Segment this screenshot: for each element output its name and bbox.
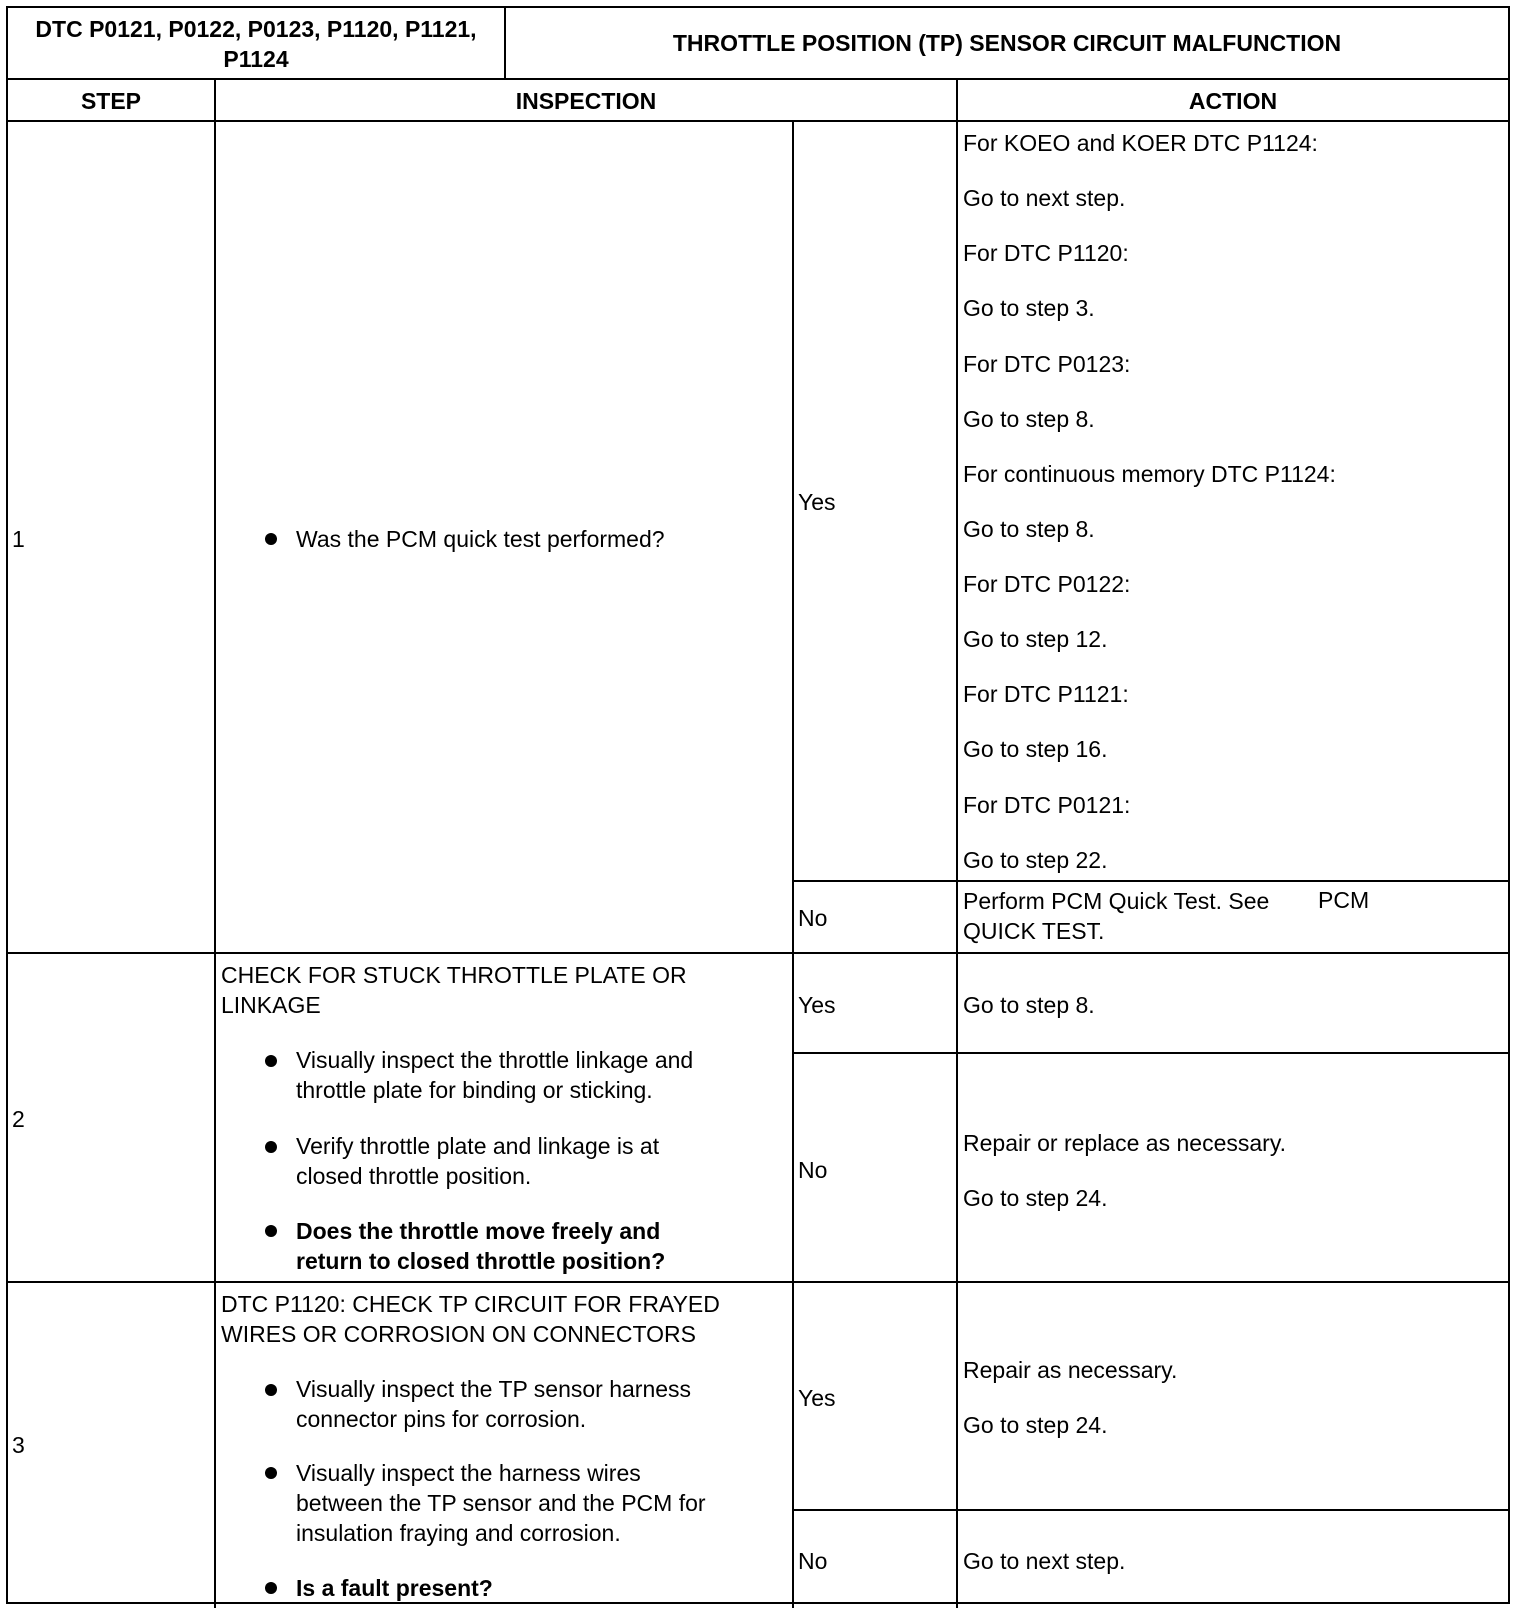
inspection-result-divider xyxy=(792,120,794,1608)
inspection-step: Visually inspect the harness wires xyxy=(296,1460,641,1486)
inspection-step: Visually inspect the throttle linkage and xyxy=(296,1047,694,1073)
inspection-step: closed throttle position. xyxy=(296,1163,532,1189)
action-text: For DTC P0123: xyxy=(963,351,1131,377)
row3-yes-no-divider xyxy=(792,1509,1510,1511)
column-header-step: STEP xyxy=(80,88,142,114)
action-text: Perform PCM Quick Test. See xyxy=(963,888,1270,914)
diagnostic-table xyxy=(6,6,1510,1604)
row2-divider xyxy=(6,1281,1510,1283)
inspection-heading: CHECK FOR STUCK THROTTLE PLATE OR xyxy=(221,962,687,988)
action-text: For DTC P0121: xyxy=(963,792,1131,818)
action-text: Go to step 8. xyxy=(963,992,1095,1018)
inspection-heading: DTC P1120: CHECK TP CIRCUIT FOR FRAYED xyxy=(221,1291,720,1317)
no-label: No xyxy=(798,1548,828,1574)
step-number: 3 xyxy=(12,1432,25,1458)
bullet-icon xyxy=(265,1384,277,1396)
action-text: Go to step 16. xyxy=(963,736,1108,762)
inspection-step: Verify throttle plate and linkage is at xyxy=(296,1133,660,1159)
dtc-codes-line1: DTC P0121, P0122, P0123, P1120, P1121, xyxy=(35,16,477,42)
column-header-inspection: INSPECTION xyxy=(515,88,657,114)
page-title: THROTTLE POSITION (TP) SENSOR CIRCUIT MALFUNCTION xyxy=(672,30,1342,56)
action-text: Go to step 24. xyxy=(963,1412,1108,1438)
inspection-question: return to closed throttle position? xyxy=(296,1248,666,1274)
yes-label: Yes xyxy=(798,992,836,1018)
action-text: For DTC P1120: xyxy=(963,240,1129,266)
bullet-icon xyxy=(265,1225,277,1237)
action-text: Go to step 24. xyxy=(963,1185,1108,1211)
step-number: 2 xyxy=(12,1106,25,1132)
action-text: For KOEO and KOER DTC P1124: xyxy=(963,130,1318,156)
action-column-divider xyxy=(956,78,958,1608)
action-text: Go to step 8. xyxy=(963,516,1095,542)
action-text: Go to step 3. xyxy=(963,295,1095,321)
action-text: Repair as necessary. xyxy=(963,1357,1178,1383)
action-text: For DTC P1121: xyxy=(963,681,1129,707)
inspection-step: Visually inspect the TP sensor harness xyxy=(296,1376,692,1402)
header-divider xyxy=(6,78,1510,80)
action-text: Repair or replace as necessary. xyxy=(963,1130,1286,1156)
step-column-divider xyxy=(214,78,216,1608)
inspection-question: Does the throttle move freely and xyxy=(296,1218,661,1244)
bullet-icon xyxy=(265,1141,277,1153)
action-text: Go to step 8. xyxy=(963,406,1095,432)
inspection-heading: WIRES OR CORROSION ON CONNECTORS xyxy=(221,1321,696,1347)
inspection-step: between the TP sensor and the PCM for xyxy=(296,1490,706,1516)
inspection-step: insulation fraying and corrosion. xyxy=(296,1520,621,1546)
row2-yes-no-divider xyxy=(792,1052,1510,1054)
yes-label: Yes xyxy=(798,489,836,515)
bullet-icon xyxy=(265,1582,277,1594)
action-text: For continuous memory DTC P1124: xyxy=(963,461,1336,487)
action-text: Go to step 12. xyxy=(963,626,1108,652)
column-header-divider xyxy=(6,120,1510,122)
inspection-question: Was the PCM quick test performed? xyxy=(296,526,665,552)
bullet-icon xyxy=(265,1055,277,1067)
dtc-codes-line2: P1124 xyxy=(223,46,289,72)
row1-yes-no-divider xyxy=(792,880,1510,882)
action-text: Go to step 22. xyxy=(963,847,1108,873)
pcm-quick-test-link[interactable]: QUICK TEST. xyxy=(963,918,1105,944)
inspection-step: throttle plate for binding or sticking. xyxy=(296,1077,653,1103)
action-text: For DTC P0122: xyxy=(963,571,1131,597)
inspection-step: connector pins for corrosion. xyxy=(296,1406,587,1432)
bullet-icon xyxy=(265,1467,277,1479)
action-text: Go to next step. xyxy=(963,185,1126,211)
row1-divider xyxy=(6,952,1510,954)
no-label: No xyxy=(798,905,828,931)
no-label: No xyxy=(798,1157,828,1183)
action-text: Go to next step. xyxy=(963,1548,1126,1574)
pcm-quick-test-link[interactable]: PCM xyxy=(1318,887,1370,913)
column-header-action: ACTION xyxy=(1188,88,1278,114)
inspection-question: Is a fault present? xyxy=(296,1575,493,1601)
inspection-heading: LINKAGE xyxy=(221,992,321,1018)
step-number: 1 xyxy=(12,526,25,552)
yes-label: Yes xyxy=(798,1385,836,1411)
bullet-icon xyxy=(265,533,277,545)
